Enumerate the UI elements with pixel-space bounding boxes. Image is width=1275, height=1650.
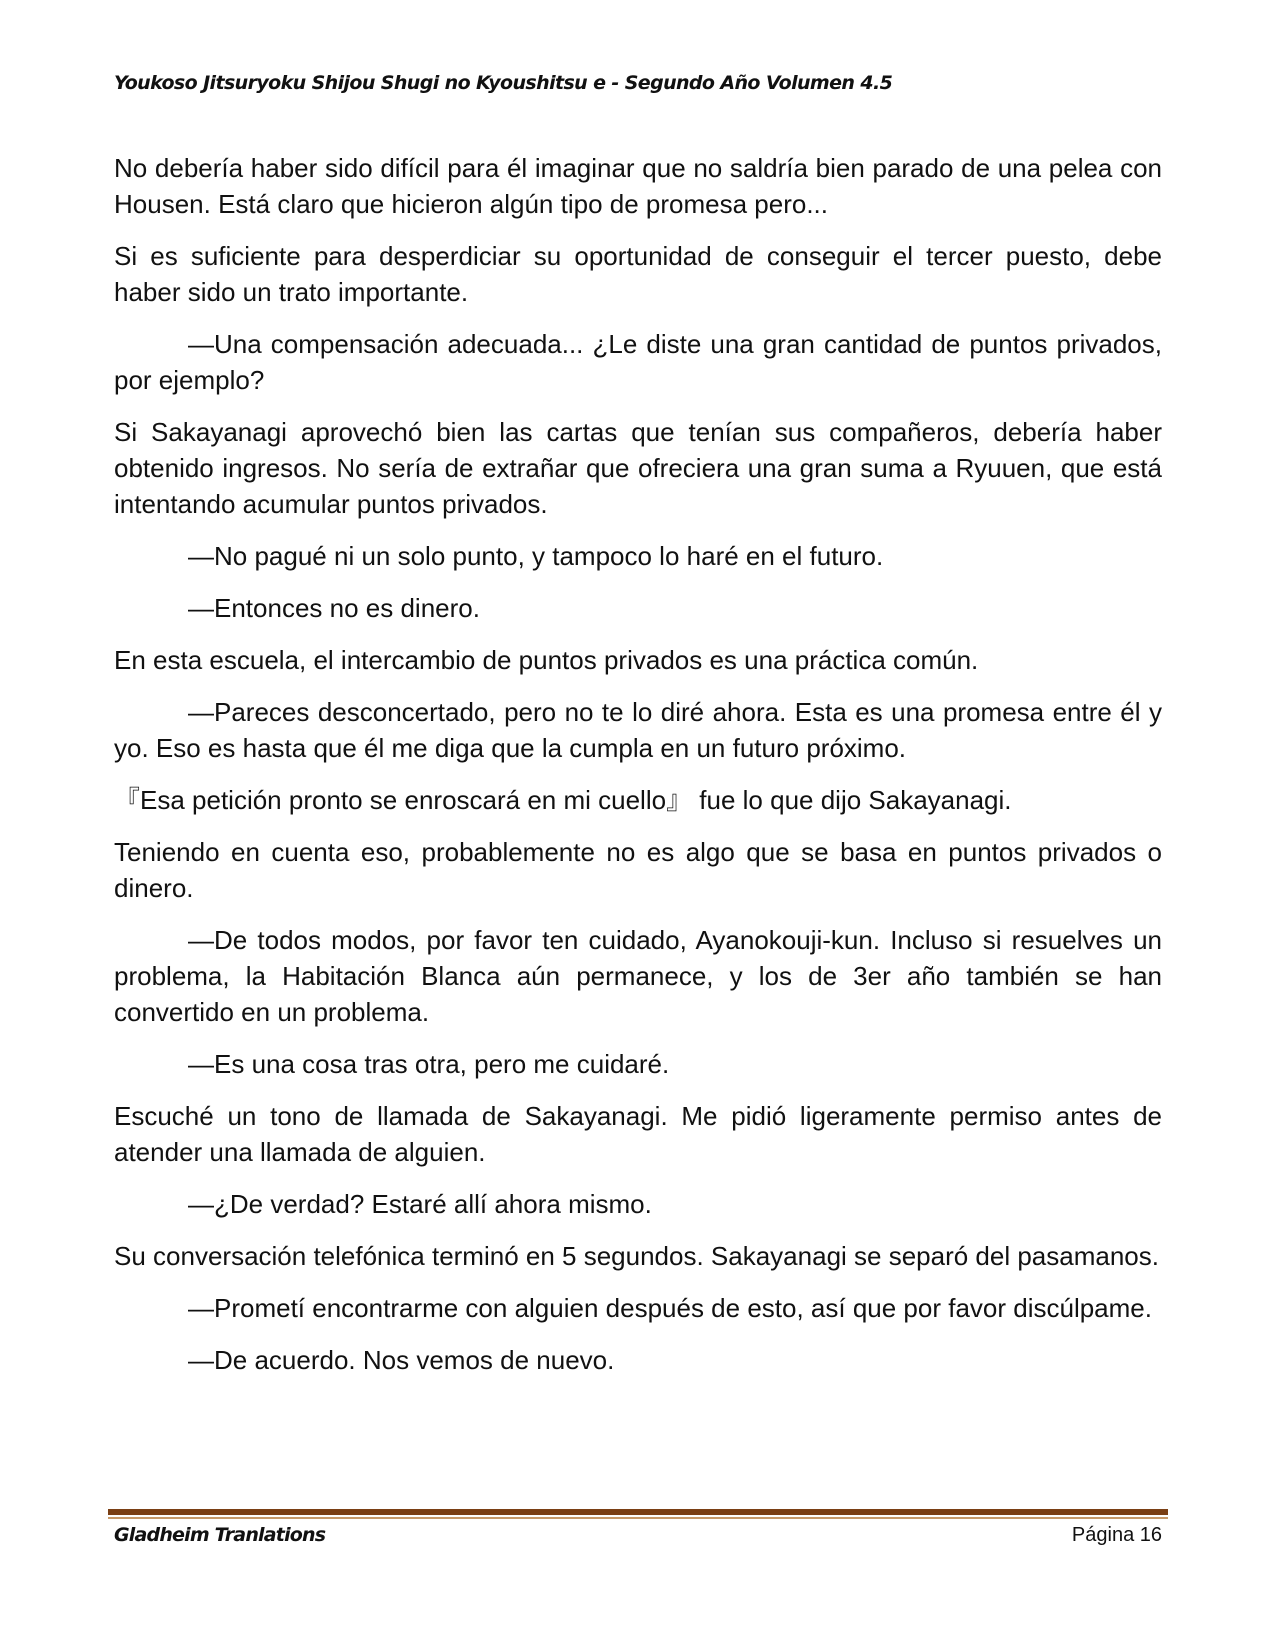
running-header: Youkoso Jitsuryoku Shijou Shugi no Kyoushitsu e - Segundo Año Volumen 4.5 <box>114 72 893 94</box>
narration-paragraph: Si es suficiente para desperdiciar su oportunidad de conseguir el tercer puesto, debe haber sido un trato importante. <box>114 241 1162 307</box>
dialogue-paragraph: —Prometí encontrarme con alguien después de esto, así que por favor discúlpame. <box>188 1293 1152 1323</box>
footer-rule-thin <box>108 1517 1168 1519</box>
narration-paragraph: Su conversación telefónica terminó en 5 segundos. Sakayanagi se separó del pasamanos. <box>114 1241 1159 1271</box>
dialogue-paragraph: —¿De verdad? Estaré allí ahora mismo. <box>188 1189 652 1219</box>
dialogue-paragraph: —De acuerdo. Nos vemos de nuevo. <box>188 1345 615 1375</box>
dialogue-paragraph: —De todos modos, por favor ten cuidado, Ayanokouji-kun. Incluso si resuelves un problema, la Habitación Blanca aún permanece, y los de 3er año también se han convertido en un problema. <box>114 925 1162 1027</box>
dialogue-paragraph: —Pareces desconcertado, pero no te lo diré ahora. Esta es una promesa entre él y yo. Eso es hasta que él me diga que la cumpla en un futuro próximo. <box>114 697 1162 763</box>
dialogue-paragraph: —Entonces no es dinero. <box>188 593 480 623</box>
dialogue-paragraph: —Es una cosa tras otra, pero me cuidaré. <box>188 1049 670 1079</box>
narration-paragraph: Escuché un tono de llamada de Sakayanagi. Me pidió ligeramente permiso antes de atender una llamada de alguien. <box>114 1101 1162 1167</box>
footer-rule <box>108 1509 1168 1515</box>
dialogue-paragraph: —Una compensación adecuada... ¿Le diste una gran cantidad de puntos privados, por ejemplo? <box>114 329 1162 395</box>
page-number: Página 16 <box>1071 1524 1162 1546</box>
narration-paragraph: En esta escuela, el intercambio de puntos privados es una práctica común. <box>114 645 979 675</box>
page-body <box>114 150 1162 1394</box>
narration-paragraph: 『Esa petición pronto se enroscará en mi cuello』 fue lo que dijo Sakayanagi. <box>114 785 1012 815</box>
narration-paragraph: No debería haber sido difícil para él imaginar que no saldría bien parado de una pelea con Housen. Está claro que hicieron algún tipo de promesa pero... <box>114 153 1162 219</box>
narration-paragraph: Teniendo en cuenta eso, probablemente no es algo que se basa en puntos privados o dinero. <box>114 837 1162 903</box>
footer-credit: Gladheim Tranlations <box>114 1524 326 1546</box>
dialogue-paragraph: —No pagué ni un solo punto, y tampoco lo haré en el futuro. <box>188 541 884 571</box>
narration-paragraph: Si Sakayanagi aprovechó bien las cartas que tenían sus compañeros, debería haber obtenido ingresos. No sería de extrañar que ofreciera una gran suma a Ryuuen, que está intentando acumular puntos privados. <box>114 417 1162 519</box>
